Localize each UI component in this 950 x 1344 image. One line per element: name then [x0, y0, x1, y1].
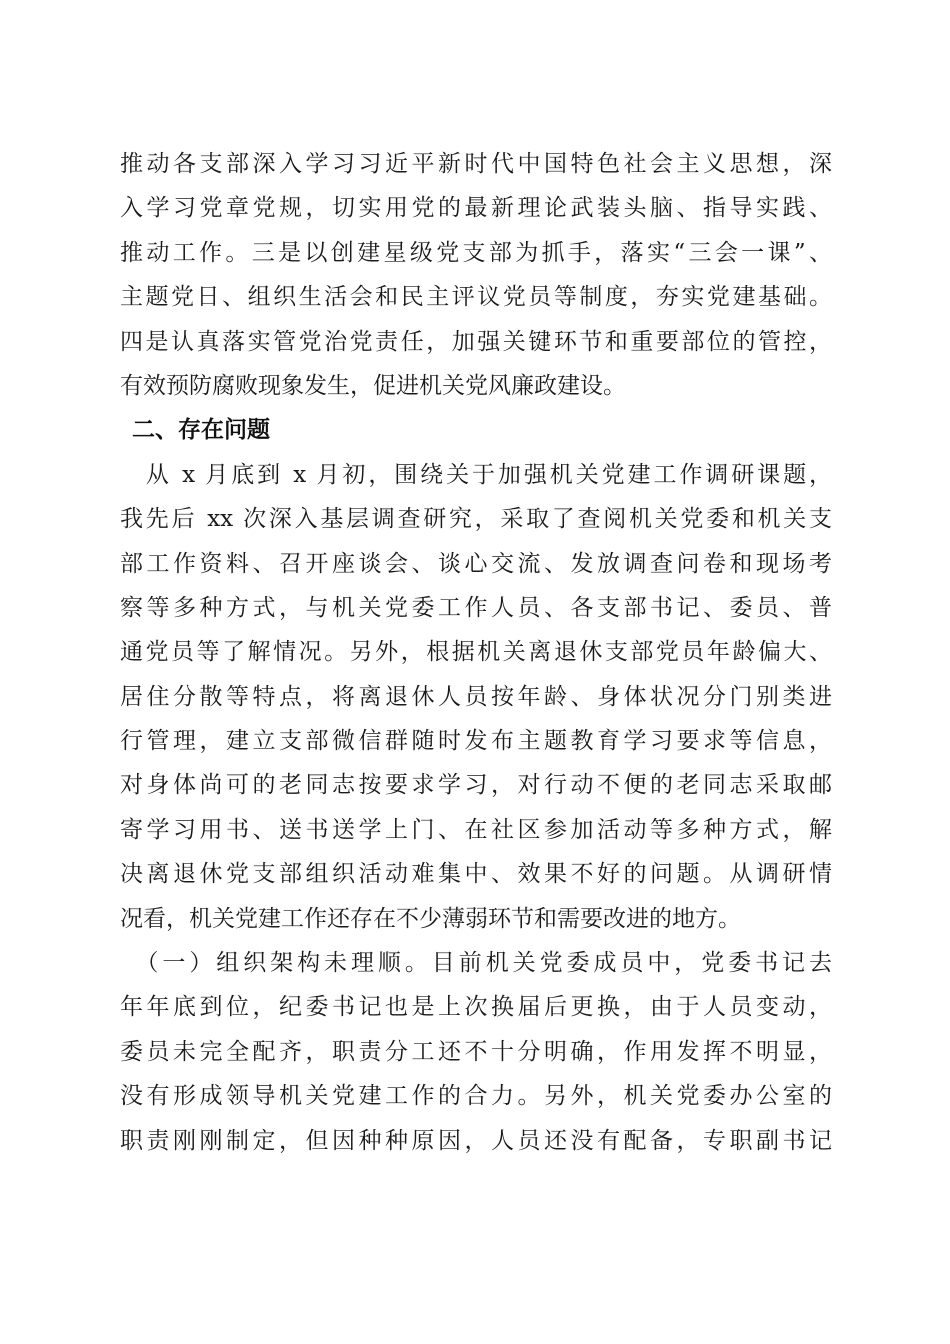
text-line: 年年底到位，纪委书记也是上次换届后更换，由于人员变动，: [120, 994, 832, 1021]
text-line: 决离退休党支部组织活动难集中、效果不好的问题。从调研情: [120, 861, 832, 888]
text-line: 入学习党章党规，切实用党的最新理论武装头脑、指导实践、: [120, 195, 832, 222]
document-body: [120, 142, 832, 1163]
text-line: 推动各支部深入学习习近平新时代中国特色社会主义思想，深: [120, 151, 832, 177]
text-line: 行管理，建立支部微信群随时发布主题教育学习要求等信息，: [120, 728, 832, 755]
text-line: 从 x 月底到 x 月初，围绕关于加强机关党建工作调研课题，: [120, 461, 832, 488]
text-line: 况看，机关党建工作还存在不少薄弱环节和需要改进的地方。: [120, 905, 741, 932]
text-line: 居住分散等特点，将离退休人员按年龄、身体状况分门别类进: [120, 683, 832, 710]
paragraph-survey: [120, 453, 832, 941]
text-line: 推动工作。三是以创建星级党支部为抓手，落实“三会一课”、: [120, 239, 832, 266]
text-line: 通党员等了解情况。另外，根据机关离退休支部党员年龄偏大、: [120, 639, 832, 666]
text-line: 四是认真落实管党治党责任，加强关键环节和重要部位的管控，: [120, 328, 832, 355]
text-line: 对身体尚可的老同志按要求学习，对行动不便的老同志采取邮: [120, 772, 832, 799]
text-line: 职责刚刚制定，但因种种原因，人员还没有配备，专职副书记: [120, 1127, 832, 1154]
text-line: （一）组织架构未理顺。目前机关党委成员中，党委书记去: [120, 950, 832, 977]
text-line: 寄学习用书、送书送学上门、在社区参加活动等多种方式，解: [120, 816, 832, 843]
paragraph-intro: [120, 142, 832, 408]
text-line: 察等多种方式，与机关党委工作人员、各支部书记、委员、普: [120, 594, 832, 621]
text-line: 有效预防腐败现象发生，促进机关党风廉政建设。: [120, 372, 626, 399]
text-line: 委员未完全配齐，职责分工还不十分明确，作用发挥不明显，: [120, 1038, 832, 1065]
paragraph-structure: [120, 941, 832, 1163]
text-line: 我先后 xx 次深入基层调查研究，采取了查阅机关党委和机关支: [120, 506, 832, 533]
text-line: 没有形成领导机关党建工作的合力。另外，机关党委办公室的: [120, 1083, 832, 1110]
section-heading: 二、存在问题: [132, 417, 270, 444]
text-line: 主题党日、组织生活会和民主评议党员等制度，夯实党建基础。: [120, 284, 832, 311]
text-line: 部工作资料、召开座谈会、谈心交流、发放调查问卷和现场考: [120, 550, 832, 577]
